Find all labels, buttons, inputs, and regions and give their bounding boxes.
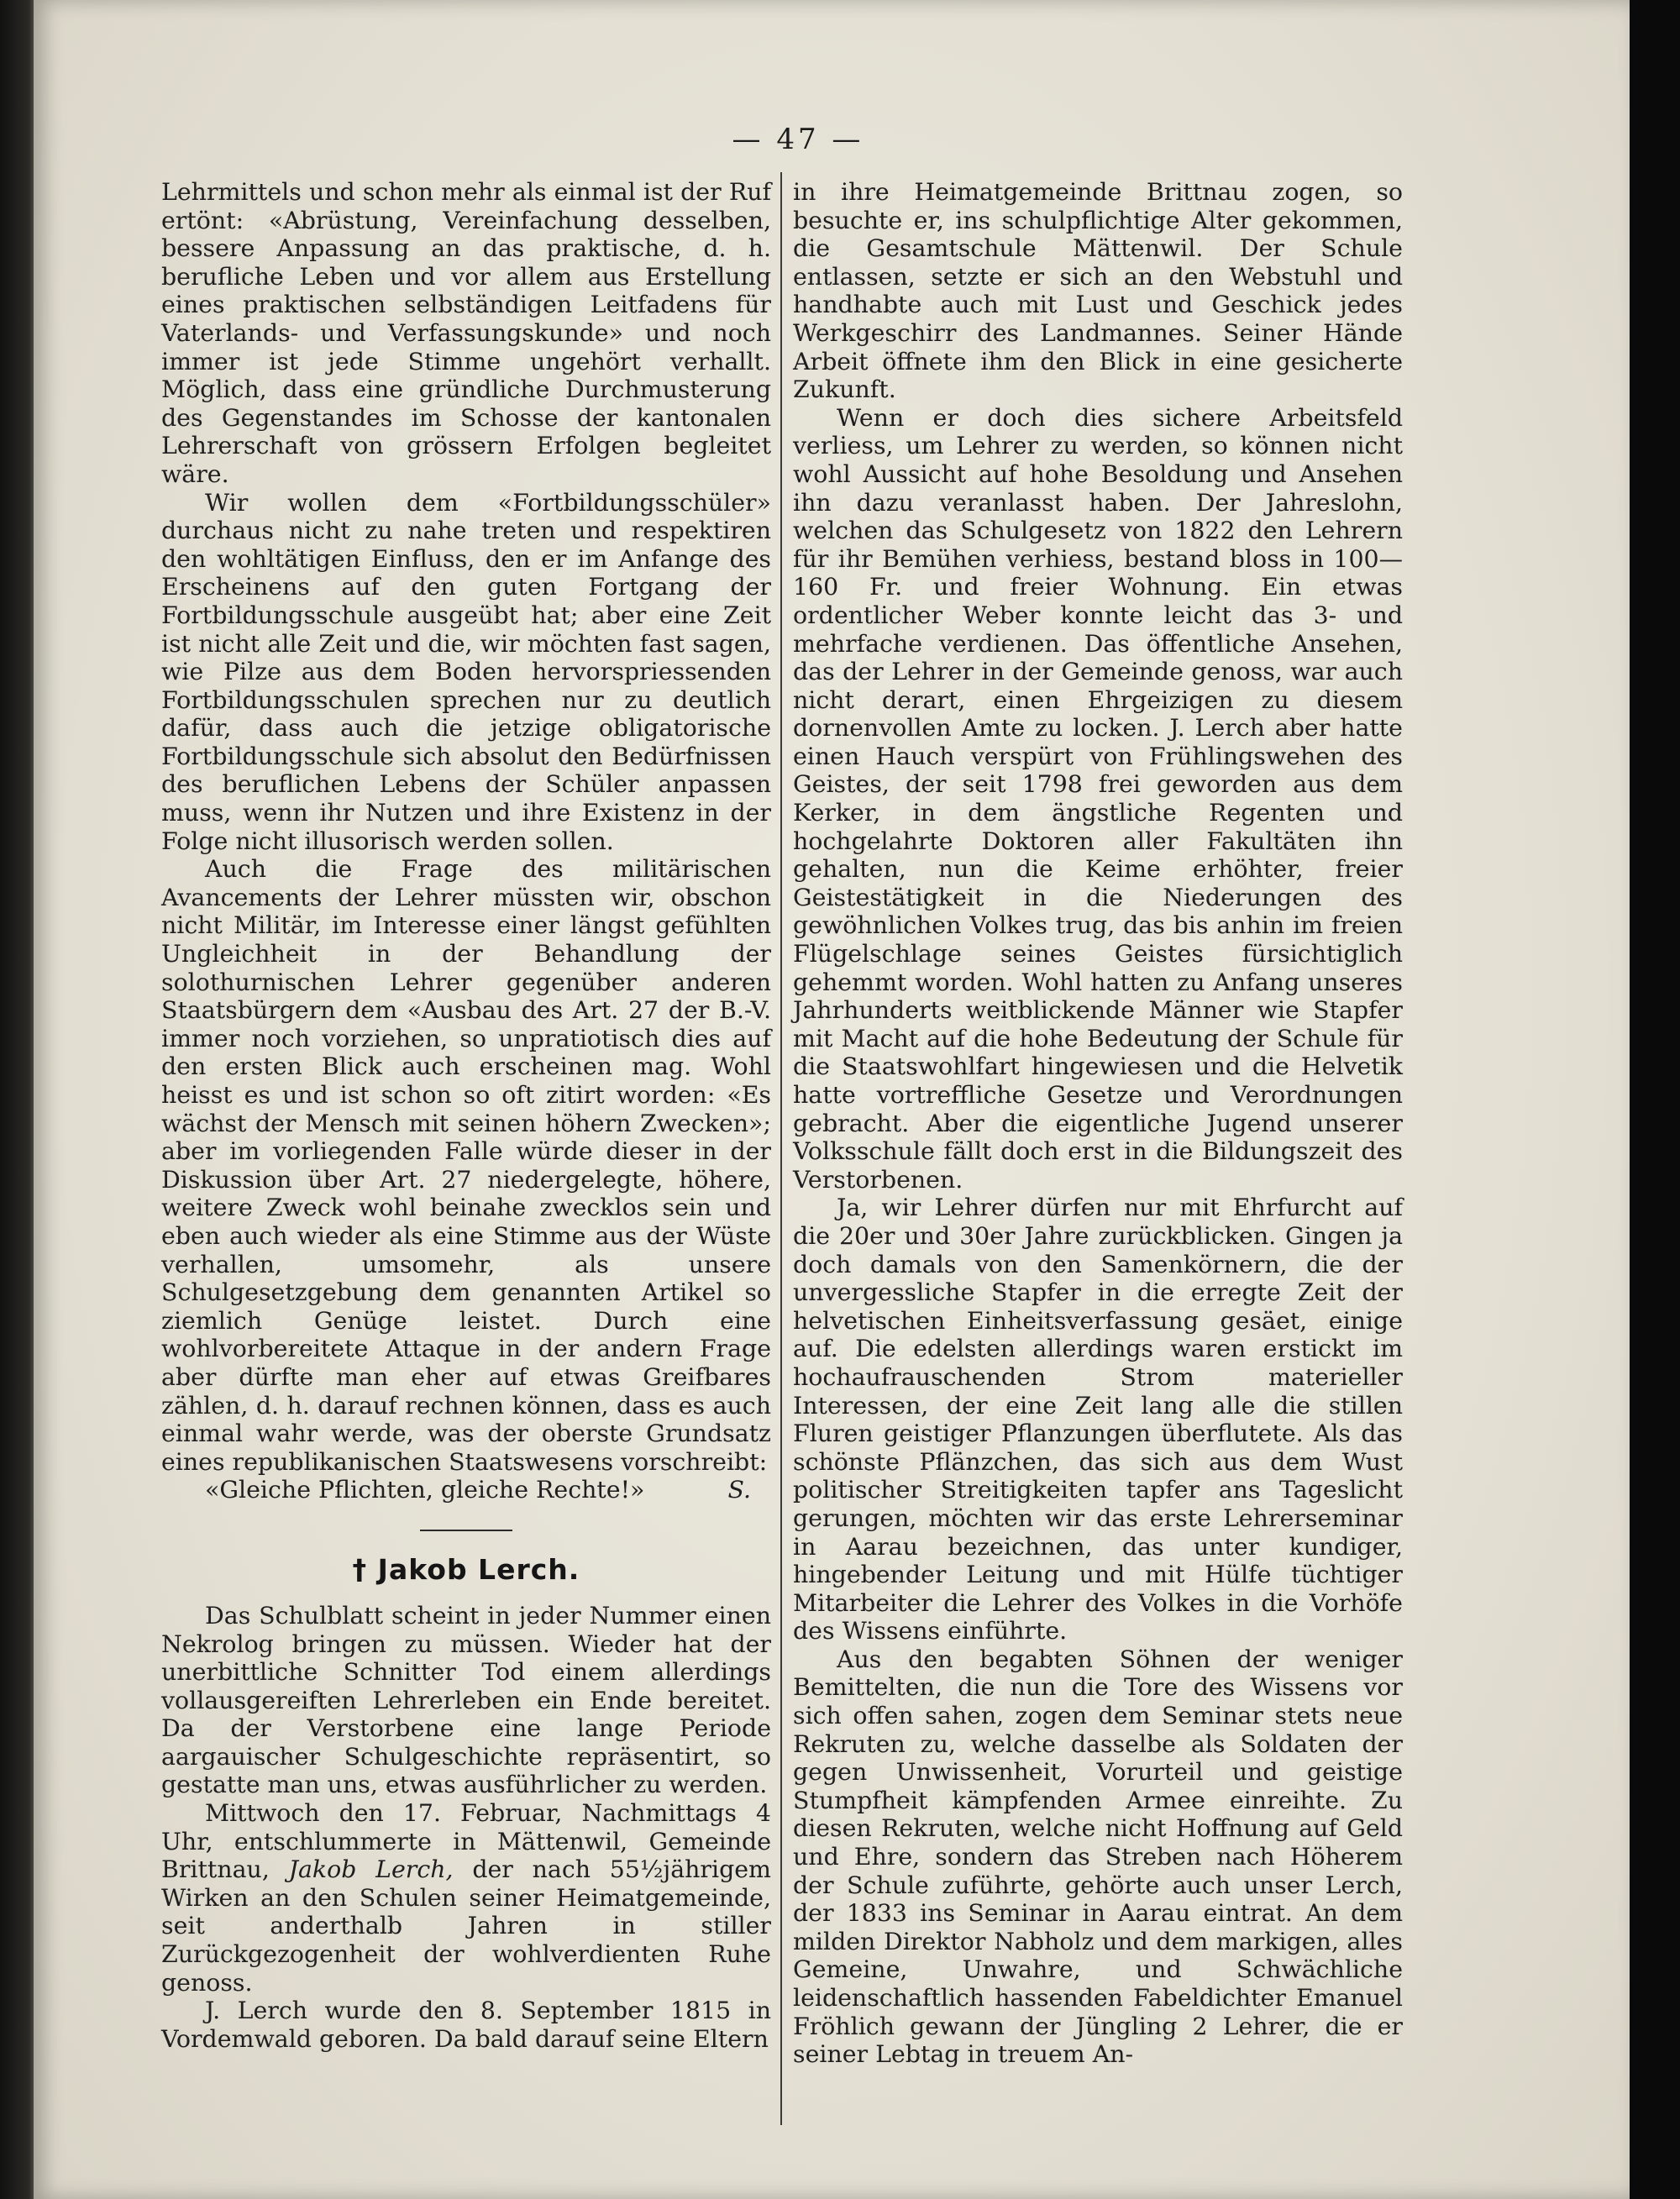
signoff-line	[161, 1476, 771, 1504]
person-name: Jakob Lerch,	[288, 1855, 454, 1884]
paragraph: Das Schulblatt scheint in jeder Nummer einen Nekrolog bringen zu müssen. Wieder hat der unerbittliche Schnitter Tod einem allerdings vollausgereiften Lehrerleben ein Ende bereitet. Da der Verstorbene eine lange Periode aargauischer Schulgeschichte repräsentirt, so gestatte man uns, etwas ausführlicher zu werden.	[161, 1601, 771, 1799]
paragraph: Wenn er doch dies sichere Arbeitsfeld verliess, um Lehrer zu werden, so können nicht wohl Aussicht auf hohe Besoldung und Ansehen ihn dazu veranlasst haben. Der Jahreslohn, welchen das Schulgesetz von 1822 den Lehrern für ihr Bemühen verhiess, bestand bloss in 100—160 Fr. und freier Wohnung. Ein etwas ordentlicher Weber konnte leicht das 3- und mehrfache verdienen. Das öffentliche Ansehen, das der Lehrer in der Gemeinde genoss, war auch nicht derart, einen Ehrgeizigen zu diesem dornenvollen Amte zu locken. J. Lerch aber hatte einen Hauch verspürt von Frühlingswehen des Geistes, der seit 1798 frei geworden aus dem Kerker, in dem ängstliche Regenten und hochgelahrte Doktoren aller Fakultäten ihn gehalten, nun die Keime erhöhter, freier Geistestätigkeit in die Niederungen des gewöhnlichen Volkes trug, das bis anhin im freien Flügelschlage seines Geistes fürsichtiglich gehemmt worden. Wohl hatten zu Anfang unseres Jahrhunderts weitblickende Männer wie Stapfer mit Macht auf die hohe Bedeutung der Schule für die Staatswohlfart hingewiesen und die Helvetik hatte vortreffliche Gesetze und Verordnungen gebracht. Aber die eigentliche Jugend unserer Volksschule fällt doch erst in die Bildungszeit des Verstorbenen.	[793, 403, 1403, 1194]
scan-border	[1630, 0, 1680, 2199]
paragraph: Wir wollen dem «Fortbildungsschüler» durchaus nicht zu nahe treten und respektiren den wohltätigen Einfluss, den er im Anfange des Erscheinens auf den guten Fortgang der Fortbildungsschule ausgeübt hat; aber eine Zeit ist nicht alle Zeit und die, wir möchten fast sagen, wie Pilze aus dem Boden hervorspriessenden Fortbildungsschulen sprechen nur zu deutlich dafür, dass auch die jetzige obligatorische Fortbildungsschule sich absolut den Bedürfnissen des beruflichen Lebens der Schüler anpassen muss, wenn ihr Nutzen und ihre Existenz in der Folge nicht illusorisch werden sollen.	[161, 488, 771, 855]
paragraph: in ihre Heimatgemeinde Brittnau zogen, so besuchte er, ins schulpflichtige Alter gekommen, die Gesamtschule Mättenwil. Der Schule entlassen, setzte er sich an den Webstuhl und handhabte auch mit Lust und Geschick jedes Werkgeschirr des Landmannes. Seiner Hände Arbeit öffnete ihm den Blick in eine gesicherte Zukunft.	[793, 178, 1403, 404]
paragraph: Auch die Frage des militärischen Avancements der Lehrer müssten wir, obschon nicht Militär, im Interesse einer längst gefühlten Ungleichheit in der Behandlung der solothurnischen Lehrer gegenüber anderen Staatsbürgern dem «Ausbau des Art. 27 der B.-V. immer noch vorziehen, so unpratiotisch dies auf den ersten Blick auch erscheinen mag. Wohl heisst es und ist schon so oft zitirt worden: «Es wächst der Mensch mit seinen höhern Zwecken»; aber im vorliegenden Falle würde dieser in der Diskussion über Art. 27 niedergelegte, höhere, weitere Zweck wohl beinahe zwecklos sein und eben auch wieder als eine Stimme aus der Wüste verhallen, umsomehr, als unsere Schulgesetzgebung dem genannten Artikel so ziemlich Genüge leistet. Durch eine wohlvorbereitete Attaque in der andern Frage aber dürfte man eher auf etwas Greifbares zählen, d. h. darauf rechnen können, dass es auch einmal wahr werde, was der oberste Grundsatz eines republikanischen Staatswesens vorschreibt:	[161, 855, 771, 1476]
paragraph-text: Mittwoch den 17. Februar, Nachmittags 4 Uhr, entschlummerte in Mättenwil, Gemeinde Brittnau,	[161, 1799, 771, 1884]
paragraph	[161, 1799, 771, 1997]
section-divider	[420, 1530, 512, 1531]
signoff-author: S.	[727, 1476, 751, 1504]
paragraph: J. Lerch wurde den 8. September 1815 in Vordemwald geboren. Da bald darauf seine Eltern	[161, 1997, 771, 2053]
right-column	[793, 178, 1403, 2069]
paragraph-text: der nach 55½jährigem Wirken an den Schulen seiner Heimatgemeinde, seit anderthalb Jahren in stiller Zurückgezogenheit der wohlverdienten Ruhe genoss.	[161, 1855, 771, 1997]
paragraph: Ja, wir Lehrer dürfen nur mit Ehrfurcht auf die 20er und 30er Jahre zurückblicken. Gingen ja doch damals von den Samenkörnern, die der unvergessliche Stapfer in die erregte Zeit der helvetischen Einheitsverfassung gesäet, einige auf. Die edelsten allerdings waren erstickt im hochaufrauschenden Strom materieller Interessen, der eine Zeit lang alle die stillen Fluren geistiger Pflanzungen überflutete. Als das schönste Pflänzchen, das sich aus dem Wust politischer Streitigkeiten tapfer ans Tageslicht gerungen, möchten wir das erste Lehrerseminar in Aarau bezeichnen, das unter kundiger, hingebender Leitung und mit Hülfe tüchtiger Mitarbeiter die Lehrer des Volkes in die Vorhöfe des Wissens einführte.	[793, 1194, 1403, 1645]
paragraph: Lehrmittels und schon mehr als einmal ist der Ruf ertönt: «Abrüstung, Vereinfachung desselben, bessere Anpassung an das praktische, d. h. berufliche Leben und vor allem aus Erstellung eines praktischen selbständigen Leitfadens für Vaterlands- und Verfassungskunde» und noch immer ist jede Stimme ungehört verhallt. Möglich, dass eine gründliche Durchmusterung des Gegenstandes im Schosse der kantonalen Lehrerschaft von grössern Erfolgen begleitet wäre.	[161, 178, 771, 488]
left-column	[161, 178, 771, 2053]
obituary-heading: † Jakob Lerch.	[352, 1552, 580, 1586]
signoff-quote: «Gleiche Pflichten, gleiche Rechte!»	[205, 1476, 645, 1504]
page-number: — 47 —	[732, 123, 864, 156]
paragraph: Aus den begabten Söhnen der weniger Bemittelten, die nun die Tore des Wissens vor sich offen sahen, zogen dem Seminar stets neue Rekruten zu, welche dasselbe als Soldaten der gegen Unwissenheit, Vorurteil und geistige Stumpfheit kämpfenden Armee einreihte. Zu diesen Rekruten, welche nicht Hoffnung auf Geld und Ehre, sondern das Streben nach Höherem der Schule zuführte, gehörte auch unser Lerch, der 1833 ins Seminar in Aarau eintrat. An dem milden Direktor Nabholz und dem markigen, alles Gemeine, Unwahre, und Schwächliche leidenschaftlich hassenden Fabeldichter Emanuel Fröhlich gewann der Jüngling 2 Lehrer, die er seiner Lebtag in treuem An-	[793, 1645, 1403, 2069]
column-divider	[780, 172, 782, 2125]
